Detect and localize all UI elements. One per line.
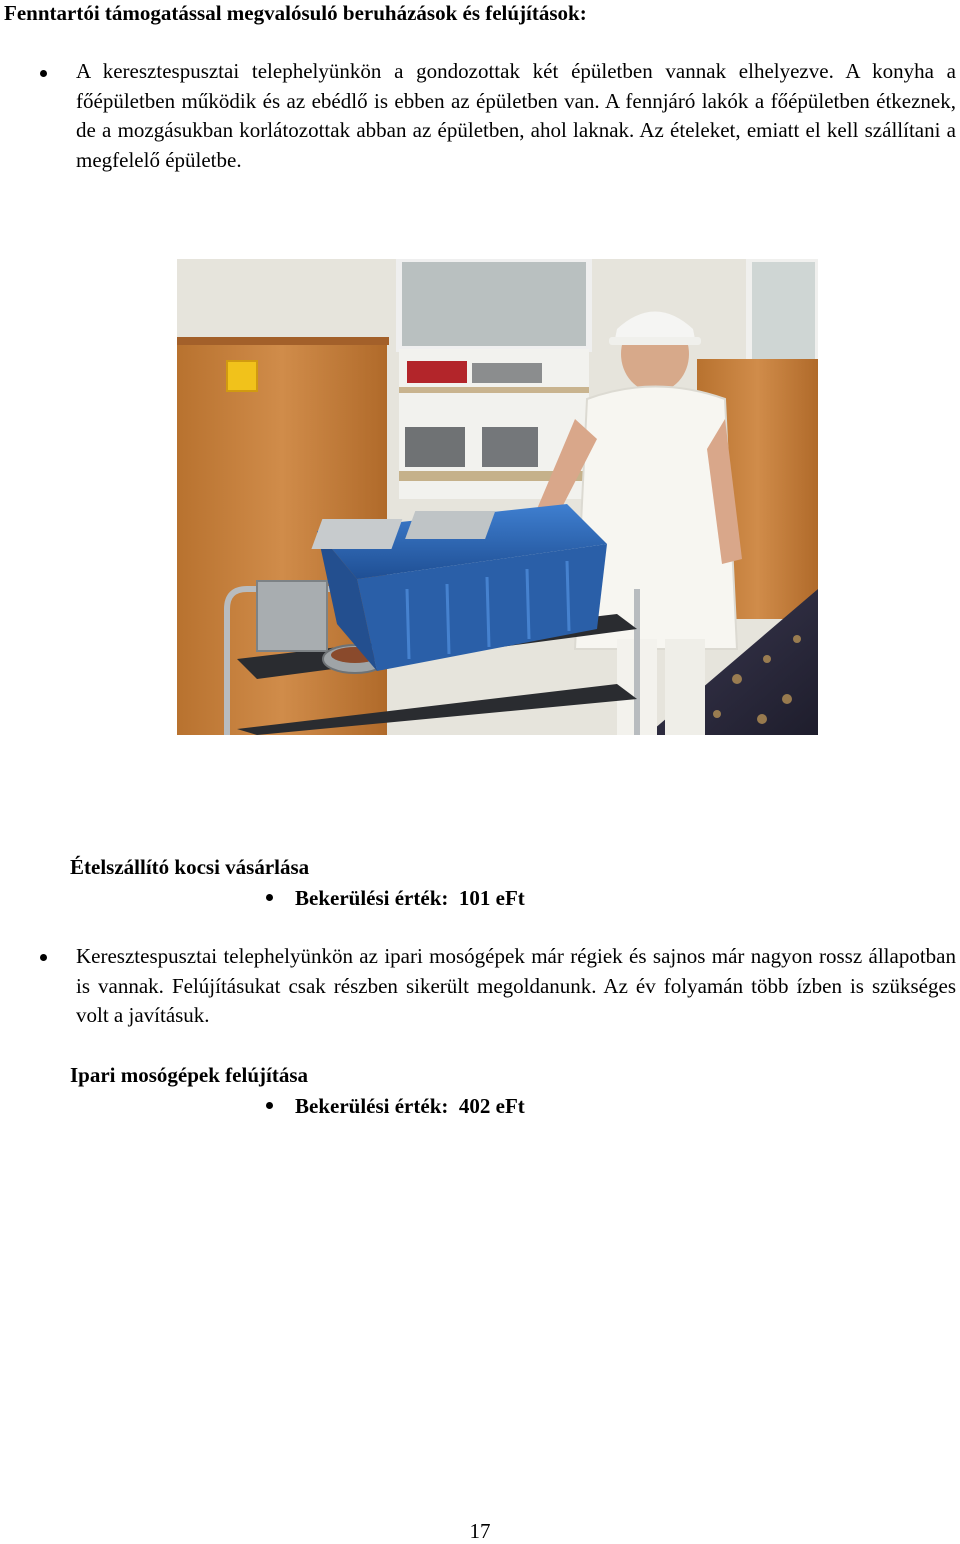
bullet-dot (266, 1102, 273, 1109)
item-title: Ipari mosógépek felújítása (70, 1063, 308, 1087)
cost-label: Bekerülési érték: (295, 886, 449, 910)
cost-value: 402 eFt (458, 1094, 525, 1118)
bullet-dot (40, 954, 47, 961)
washing-machines-paragraph: Keresztespusztai telephelyünkön az ipari mosógépek már régiek és sajnos már nagyon rossz állapotban is vannak. Felújításukat csak részben sikerült megoldanunk. Az év folyamán több ízben is szükséges volt a javításuk. (76, 944, 956, 1027)
intro-paragraph: A keresztespusztai telephelyünkön a gondozottak két épületben vannak elhelyezve. A konyha a főépületben működik és az ebédlő is ebben az épületben van. A fennjáró lakók a főépületben étkeznek, de a mozgásukban korlátozottak abban az épületben, ahol laknak. Az ételeket, emiatt el kell szállítani a megfelelő épületbe. (76, 59, 956, 172)
food-cart-photo (177, 259, 818, 735)
kitchen-worker-with-cart-image (177, 259, 818, 735)
section-heading: Fenntartói támogatással megvalósuló beruházások és felújítások: (4, 1, 587, 25)
cost-label: Bekerülési érték: (295, 1094, 449, 1118)
bullet-dot (40, 70, 47, 77)
cost-line (295, 1093, 525, 1119)
item-title: Ételszállító kocsi vásárlása (70, 855, 310, 879)
page-number: 17 (469, 1519, 491, 1543)
cost-line (295, 885, 525, 911)
bullet-dot (266, 894, 273, 901)
cost-value: 101 eFt (458, 886, 525, 910)
